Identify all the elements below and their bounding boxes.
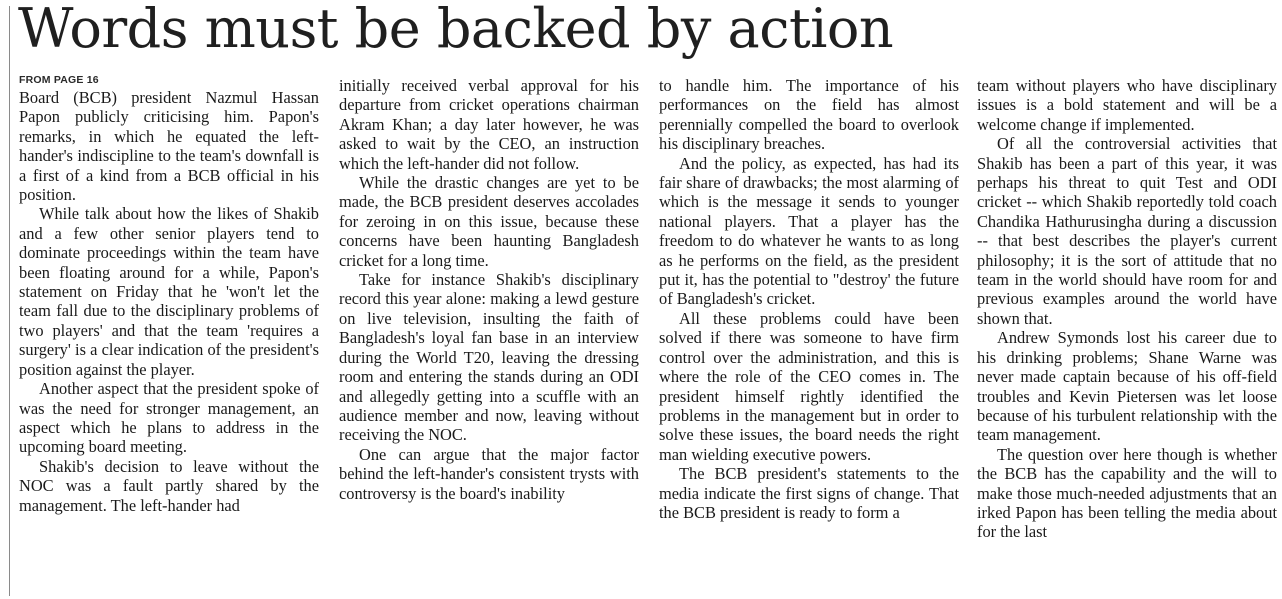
continuation-kicker: FROM PAGE 16 — [19, 74, 99, 86]
article-column-4 — [977, 76, 1277, 599]
paragraph: Andrew Symonds lost his career due to his drinking problems; Shane Warne was never made captain because of his off-field troubles and Kevin Pietersen was let loose because of his turbulent relationship with the team management. — [977, 328, 1277, 445]
article-column-1 — [19, 74, 319, 599]
paragraph: While talk about how the likes of Shakib and a few other senior players tend to dominate proceedings within the team have been floating around for a while, Papon's statement on Friday that he 'won't let the team fall due to the disciplinary problems of two players' and that the team 'requires a surgery' is a clear indication of the president's position against the player. — [19, 204, 319, 379]
paragraph: While the drastic changes are yet to be made, the BCB president deserves accolades for zeroing in on this issue, because these concerns have been haunting Bangladesh cricket for a long time. — [339, 173, 639, 270]
paragraph: initially received verbal approval for his departure from cricket operations chairman Akram Khan; a day later however, he was asked to wait by the CEO, an instruction which the left-hander did not follow. — [339, 76, 639, 173]
paragraph: to handle him. The importance of his performances on the field has almost perennially compelled the board to overlook his disciplinary breaches. — [659, 76, 959, 154]
article-column-3 — [659, 76, 959, 599]
paragraph: The BCB president's statements to the media indicate the first signs of change. That the BCB president is ready to form a — [659, 464, 959, 522]
article-column-2 — [339, 76, 639, 599]
paragraph: team without players who have disciplinary issues is a bold statement and will be a welcome change if implemented. — [977, 76, 1277, 134]
paragraph: Another aspect that the president spoke of was the need for stronger management, an aspect which he plans to address in the upcoming board meeting. — [19, 379, 319, 457]
paragraph: Take for instance Shakib's disciplinary record this year alone: making a lewd gesture on live television, insulting the faith of Bangladesh's loyal fan base in an interview during the World T20, leaving the dressing room and entering the stands during an ODI and allegedly getting into a scuffle with an audience member and now, leaving without receiving the NOC. — [339, 270, 639, 445]
paragraph: Shakib's decision to leave without the NOC was a fault partly shared by the management. The left-hander had — [19, 456, 319, 515]
paragraph: Of all the controversial activities that Shakib has been a part of this year, it was perhaps his threat to quit Test and ODI cricket -- which Shakib reportedly told coach Chandika Hathurusingha during a discussion -- that best describes the player's current philosophy; it is the sort of attitude that no team in the world should have room for and previous examples around the world have shown that. — [977, 134, 1277, 328]
paragraph: All these problems could have been solved if there was someone to have firm control over the administration, and this is where the role of the CEO comes in. The president himself rightly identified the problems in the management but in order to solve these issues, the board needs the right man wielding executive powers. — [659, 308, 959, 464]
headline: Words must be backed by action — [18, 0, 894, 60]
paragraph: One can argue that the major factor behind the left-hander's consistent trysts with controversy is the board's inability — [339, 444, 639, 503]
paragraph: And the policy, as expected, has had its fair share of drawbacks; the most alarming of which is the message it sends to younger national players. That a player has the freedom to do whatever he wants to as long as he performs on the field, as the president put it, has the potential to "destroy' the future of Bangladesh's cricket. — [659, 153, 959, 309]
column-divider-rule — [9, 6, 10, 596]
paragraph: Board (BCB) president Nazmul Hassan Papon publicly criticising him. Papon's remarks, in which he equated the left-hander's indiscipline to the team's downfall is a first of a kind from a BCB official in his position. — [19, 88, 319, 205]
paragraph: The question over here though is whether the BCB has the capability and the will to make those much-needed adjustments that an irked Papon has been telling the media about for the last — [977, 444, 1277, 542]
